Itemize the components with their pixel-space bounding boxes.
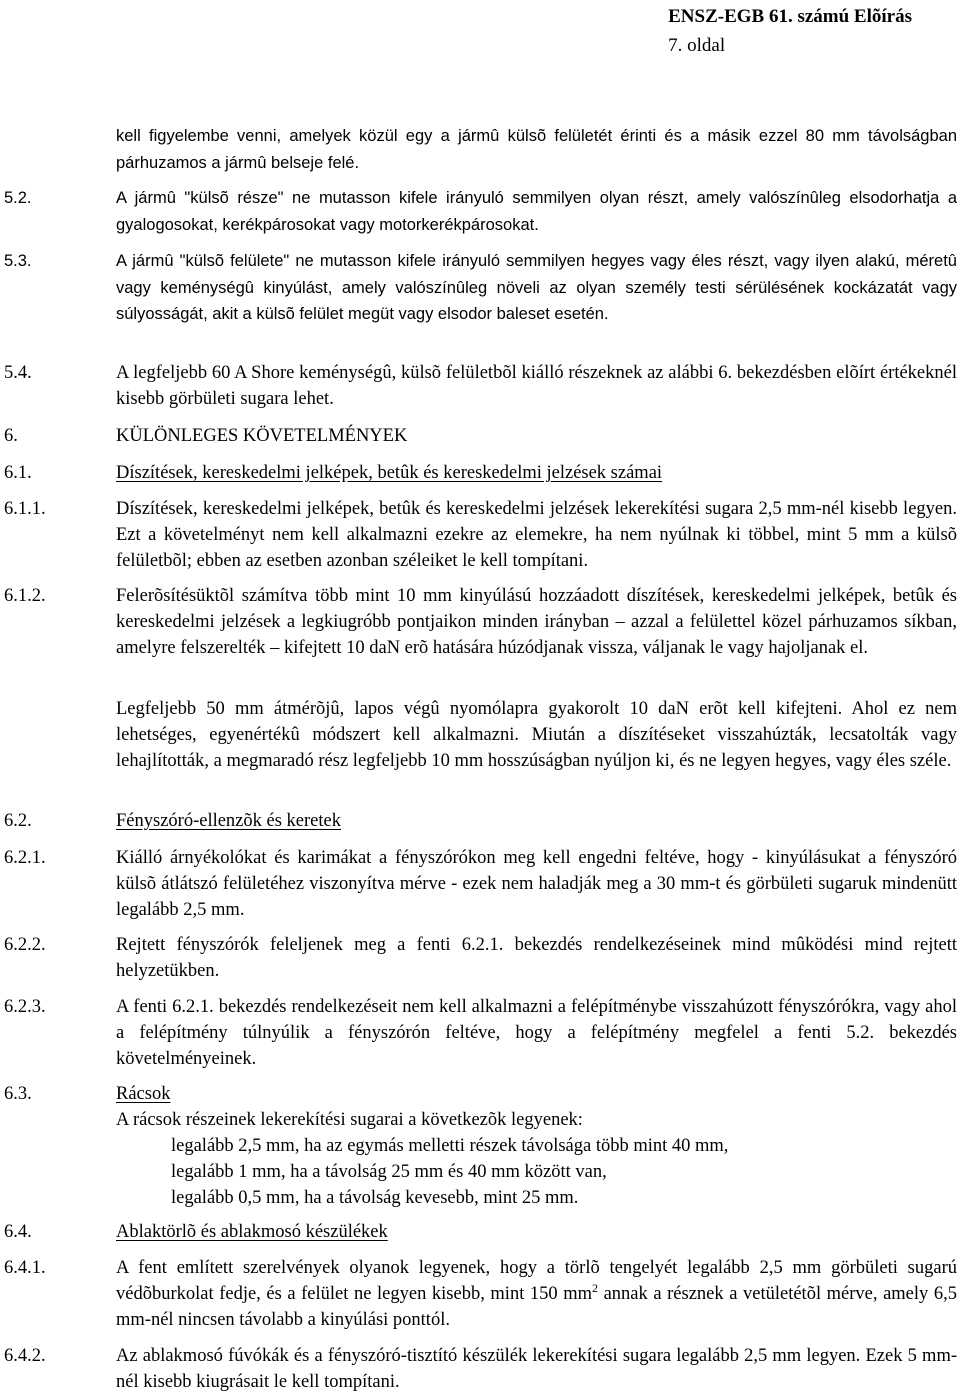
section-title: Rácsok bbox=[116, 1084, 171, 1104]
paragraph-number: 6.1.1. bbox=[4, 499, 46, 519]
paragraph-number: 6.1.2. bbox=[4, 586, 46, 606]
superscript: 2 bbox=[592, 1280, 599, 1295]
page-number: 7. oldal bbox=[668, 35, 726, 56]
paragraph-number: 6.4.1. bbox=[4, 1258, 46, 1278]
paragraph-number: 6.2.3. bbox=[4, 997, 46, 1017]
section-number: 6.4. bbox=[4, 1222, 32, 1242]
paragraph-text: Díszítések, kereskedelmi jelképek, betûk és kereskedelmi jelzések lekerekítési sugara 2,5 mm-nél kisebb legyen. Ezt a követelményt nem kell alkalmazni ezekre az elemekre, ha nem nyúlnak ki többel, mint 5 mm a külsõ felületbõl; ebben az esetben azonban széleiket le kell tompítani. bbox=[116, 499, 957, 571]
paragraph-text: Az ablakmosó fúvókák és a fényszóró-tisztító készülék lekerekítési sugara legalább 2,5 mm legyen. Ezek 5 mm-nél kisebb kiugrásait le kell tompítani. bbox=[116, 1346, 957, 1392]
paragraph-text: A rácsok részeinek lekerekítési sugarai a következõk legyenek: bbox=[116, 1110, 583, 1130]
page-header bbox=[668, 2, 912, 60]
paragraph-number: 5.2. bbox=[4, 189, 32, 207]
paragraph-text: A legfeljebb 60 A Shore keménységû, külsõ felületbõl kiálló részeknek az alábbi 6. bekezdésben elõírt értékeknél kisebb görbületi sugara lehet. bbox=[116, 363, 957, 409]
section-title: Fényszóró-ellenzõk és keretek bbox=[116, 811, 341, 831]
section-number: 6.1. bbox=[4, 463, 32, 483]
list-item: legalább 2,5 mm, ha az egymás melletti részek távolsága több mint 40 mm, bbox=[171, 1136, 729, 1156]
paragraph-text: Legfeljebb 50 mm átmérõjû, lapos végû nyomólapra gyakorolt 10 daN erõt kell kifejteni. Ahol ez nem lehetséges, egyenértékû módszert kell alkalmazni. Miután a díszítéseket visszahúzták, lecsatolták vagy lehajlították, a megmaradó rész legfeljebb 10 mm hosszúságban nyúljon ki, és ne legyen hegyes, vagy éles széle. bbox=[116, 699, 957, 771]
section-title: Ablaktörlõ és ablakmosó készülékek bbox=[116, 1222, 388, 1242]
paragraph-number: 5.4. bbox=[4, 363, 32, 383]
section-title: Díszítések, kereskedelmi jelképek, betûk és kereskedelmi jelzések számai bbox=[116, 463, 663, 483]
section-title: KÜLÖNLEGES KÖVETELMÉNYEK bbox=[116, 426, 408, 446]
document-title: ENSZ-EGB 61. számú Elõírás bbox=[668, 6, 912, 27]
paragraph-text: A fenti 6.2.1. bekezdés rendelkezéseit nem kell alkalmazni a felépítménybe visszahúzott fényszórókra, vagy ahol a felépítmény túlnyúlik a fényszórón feltéve, hogy a felépítmény megfelel a fenti 5.2. bekezdés követelményeinek. bbox=[116, 997, 957, 1069]
paragraph-number: 6.2.1. bbox=[4, 848, 46, 868]
paragraph-text: Felerõsítésüktõl számítva több mint 10 mm kinyúlású hozzáadott díszítések, kereskedelmi jelképek, betûk és kereskedelmi jelzések a legkiugróbb pontjaikon minden irányban – azzal a felülettel közel párhuzamos síkban, amelyre felszerelték – kifejtett 10 daN erõ hatására húzódjanak vissza, váljanak le vagy hajoljanak el. bbox=[116, 586, 957, 658]
list-item: legalább 0,5 mm, ha a távolság kevesebb, mint 25 mm. bbox=[171, 1188, 579, 1208]
paragraph-number: 6.4.2. bbox=[4, 1346, 46, 1366]
paragraph-number: 5.3. bbox=[4, 252, 32, 270]
paragraph-number: 6.2.2. bbox=[4, 935, 46, 955]
list-item: legalább 1 mm, ha a távolság 25 mm és 40 mm között van, bbox=[171, 1162, 607, 1182]
paragraph-text: A jármû "külsõ része" ne mutasson kifele irányuló semmilyen olyan részt, amely valószínûleg elsodorhatja a gyalogosokat, kerékpárosokat vagy motorkerékpárosokat. bbox=[116, 189, 957, 234]
paragraph-text: Rejtett fényszórók feleljenek meg a fenti 6.2.1. bekezdés rendelkezéseinek mind mûködési mind rejtett helyzetükben. bbox=[116, 935, 957, 981]
section-number: 6.3. bbox=[4, 1084, 32, 1104]
section-number: 6.2. bbox=[4, 811, 32, 831]
paragraph-text: A fent említett szerelvények olyanok legyenek, hogy a törlõ tengelyét legalább 2,5 mm görbületi sugarú védõburkolat fedje, és a felület ne legyen kisebb, mint 150 $mm^2$ annak a résznek a vetületétõl mérve, amely 6,5 mm-nél nincsen távolabb a kinyúlási ponttól. bbox=[116, 1258, 957, 1330]
paragraph-text: A jármû "külsõ felülete" ne mutasson kifele irányuló semmilyen hegyes vagy éles részt, vagy ilyen alakú, méretû vagy keménységû kinyúlást, amely valószínûleg növeli az olyan személy testi sérülésének kockázatát vagy súlyosságát, akit a külsõ felület megüt vagy elsodor baleset esetén. bbox=[116, 252, 957, 323]
section-number: 6. bbox=[4, 426, 18, 446]
paragraph-text: Kiálló árnyékolókat és karimákat a fényszórókon meg kell engedni feltéve, hogy - kinyúlásukat a fényszóró külsõ átlátszó felületéhez viszonyítva mérve - ezek nem haladják meg a 30 mm-t és görbületi sugaruk mindenütt legalább 2,5 mm. bbox=[116, 848, 957, 920]
